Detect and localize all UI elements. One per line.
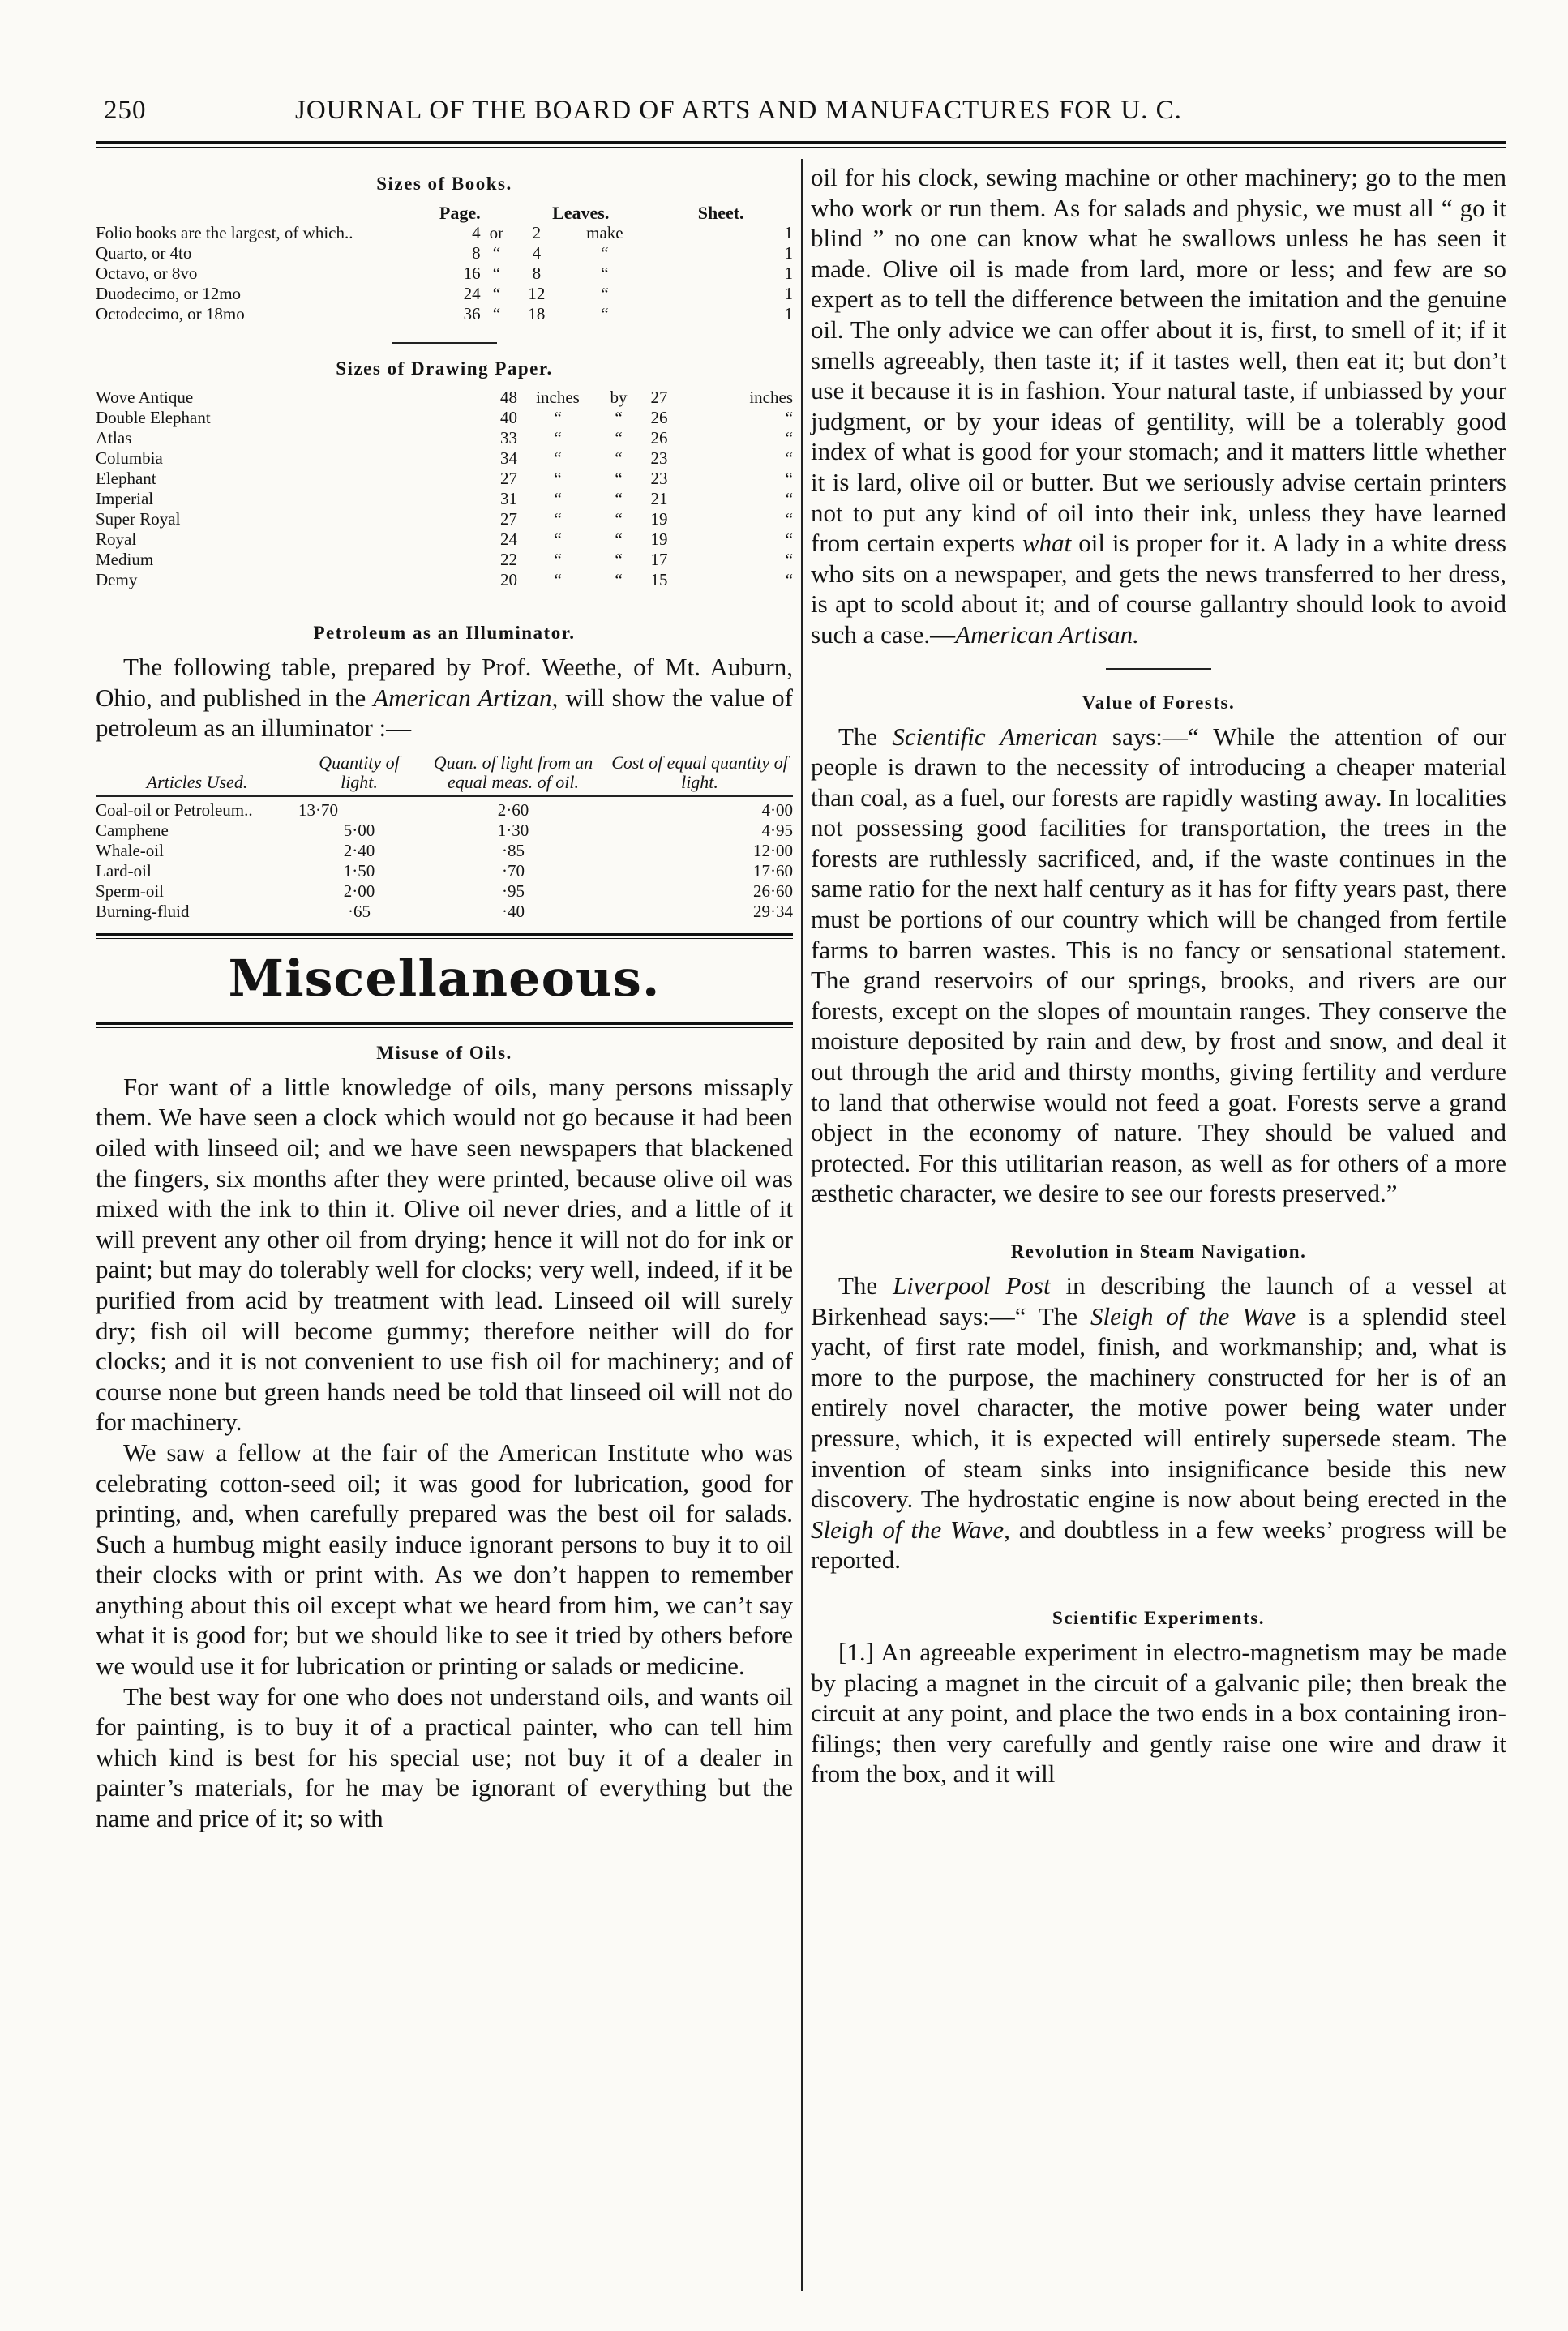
col-leaves: Leaves. <box>552 203 610 223</box>
table-row: Double Elephant 40 “ “ 26 “ <box>96 408 793 427</box>
experiments-heading: Scientific Experiments. <box>1052 1607 1265 1628</box>
col-sheet: Sheet. <box>697 203 744 223</box>
col-quan: Quan. of light from an equal meas. of oil. <box>433 752 593 792</box>
books-heading: Sizes of Books. <box>376 174 512 194</box>
petroleum-intro: The following table, prepared by Prof. Weethe, of Mt. Auburn, Ohio, and published in the American Artizan, will show the value of petroleum as an illuminator :— <box>96 653 793 743</box>
col-articles: Articles Used. <box>146 771 248 792</box>
right-column <box>811 162 1506 1789</box>
steam-article: The Liverpool Post in describing the launch of a vessel at Birkenhead says:—“ The Sleigh of the Wave is a splendid steel yacht, of first rate model, finish, and workmanship; and, what is more to the purpose, the machinery constructed for her is of an entirely novel character, the motive power being water under pressure, which, it is expected will entirely supersede steam. The invention of steam sinks into insignificance beside this new discovery. The hydrostatic engine is now about being erected in the Sleigh of the Wave, and doubtless in a few weeks’ progress will be reported. <box>811 1271 1506 1575</box>
table-row: Octavo, or 8vo 16 “ 8 “ 1 <box>96 264 793 283</box>
journal-title: JOURNAL OF THE BOARD OF ARTS AND MANUFACTURES FOR U. C. <box>295 96 1182 125</box>
col-quantity: Quantity of light. <box>319 752 400 792</box>
table-row: Quarto, or 4to 8 “ 4 “ 1 <box>96 243 793 263</box>
left-column <box>96 162 793 1834</box>
table-row: Elephant 27 “ “ 23 “ <box>96 469 793 488</box>
section-rule <box>392 342 497 344</box>
table-row: Columbia 34 “ “ 23 “ <box>96 448 793 468</box>
table-row: Coal-oil or Petroleum.. 13·70 2·60 4·00 <box>96 799 793 820</box>
paper-heading: Sizes of Drawing Paper. <box>336 358 553 379</box>
table-row: Sperm-oil 2·00 ·95 26·60 <box>96 881 793 901</box>
table-row: Atlas 33 “ “ 26 “ <box>96 428 793 448</box>
books-table <box>96 203 793 324</box>
table-row: Camphene 5·00 1·30 4·95 <box>96 820 793 840</box>
table-rule <box>96 795 793 797</box>
table-row: Wove Antique 48 inches by 27 inches <box>96 388 793 407</box>
page-number: 250 <box>104 96 147 125</box>
miscellaneous-title: Miscellaneous. <box>228 948 661 1008</box>
table-row: Medium 22 “ “ 17 “ <box>96 550 793 569</box>
experiments-article: [1.] An agreeable experiment in electro-magnetism may be made by placing a magnet in the circuit of a galvanic pile; then break the circuit at any point, and place the two ends in a box containing iron-filings; then very carefully and gently raise one wire and draw it from the box, and it will <box>811 1637 1506 1789</box>
oils-article-continued: oil for his clock, sewing machine or other machinery; go to the men who work or run them. As for salads and physic, we must all “ go it blind ” no one can know what he swallows unless he has seen it made. Olive oil is made from lard, more or less; and few are so expert as to tell the difference between the imitation and the genuine oil. The only advice we can offer about it is, first, to smell of it; if it smells agreeably, then taste it; if it tastes well, then eat it; but don’t use it because it is in fashion. Your natural taste, if unbiassed by your judgment, or by your ideas of gentility, will be a tolerably good index of what is good for your stomach; and it matters little whether it is lard, olive oil or butter. But we seriously advise certain printers not to put any kind of oil into their ink, unless they have learned from certain experts what oil is proper for it. A lady in a white dress who sits on a newspaper, and gets the news transferred to her dress, is apt to scold about it; and of course gallantry should look to avoid such a case.—American Artisan. <box>811 163 1506 649</box>
table-row: Royal 24 “ “ 19 “ <box>96 529 793 549</box>
table-row: Whale-oil 2·40 ·85 12·00 <box>96 840 793 860</box>
petroleum-heading: Petroleum as an Illuminator. <box>313 623 576 643</box>
column-divider <box>801 159 803 2291</box>
table-row: Imperial 31 “ “ 21 “ <box>96 489 793 508</box>
petroleum-table <box>96 753 793 922</box>
table-row: Duodecimo, or 12mo 24 “ 12 “ 1 <box>96 284 793 303</box>
paper-table <box>96 388 793 590</box>
forests-article: The Scientific American says:—“ While the attention of our people is drawn to the necessity of introducing a cheaper material than coal, as a fuel, our forests are rapidly wasting away. In localities not possessing good facilities for transportation, the trees in the forests are ruthlessly sacrificed, and, if the waste continues in the same ratio for the next half century as it has for fifty years past, there must be portions of our country which will be changed from fertile farms to barren wastes. This is no fancy or sensational statement. The grand reservoirs of our springs, brooks, and rivers are our forests, except on the slopes of mountain ranges. They conserve the moisture deposited by rain and dew, by frost and snow, and deal it out through the arid and thirsty months, giving fertility and verdure to land that otherwise would not feed a goat. Forests serve a grand object in the economy of nature. They should be valued and protected. For this utilitarian reason, as well as for others of a more æsthetic character, we desire to see our forests preserved.” <box>811 722 1506 1208</box>
table-row: Super Royal 27 “ “ 19 “ <box>96 509 793 529</box>
table-row: Octodecimo, or 18mo 36 “ 18 “ 1 <box>96 304 793 324</box>
steam-heading: Revolution in Steam Navigation. <box>1010 1241 1307 1262</box>
oils-heading: Misuse of Oils. <box>376 1042 512 1063</box>
col-page: Page. <box>439 203 481 223</box>
col-cost: Cost of equal quantity of light. <box>611 752 788 792</box>
oils-article: For want of a little knowledge of oils, many persons missaply them. We have seen a clock which would not go because it had been oiled with linseed oil; and we have seen newspapers that blackened the fingers, six months after they were printed, because olive oil was mixed with the ink to thin it. Olive oil never dries, and a little of it will prevent any other oil from drying; hence it will not do for ink or paint; but may do tolerably well for clocks; very well, indeed, if it be purified from acid by treatment with lead. Linseed oil will surely dry; fish oil will become gummy; therefore neither will do for clocks; and it is not convenient to use fish oil for machinery; and of course none but green hands need be told that linseed oil will not do for machinery. We saw a fellow at the fair of the American Institute who was celebrating cotton-seed oil; it was good for lubrication, good for printing, and, when carefully prepared was the best oil for salads. Such a humbug might easily induce ignorant persons to buy it to oil their clocks with or print with. As we don’t happen to remember anything about this oil except what we heard from him, we can’t say what it is good for; but we should like to see it tried by others before we would use it for lubrication or printing or salads or medicine. The best way for one who does not understand oils, and wants oil for painting, is to buy it of a practical painter, who can tell him which kind is best for his special use; not buy it of a dealer in painter’s materials, for he may be ignorant of everything but the name and price of it; so with <box>96 1072 793 1833</box>
misc-rule-bottom <box>96 1022 793 1028</box>
petroleum-header-row <box>96 753 793 792</box>
header-rule <box>96 141 1506 148</box>
table-row: Burning-fluid ·65 ·40 29·34 <box>96 901 793 921</box>
misc-rule-top <box>96 933 793 939</box>
forests-heading: Value of Forests. <box>1082 692 1236 713</box>
section-rule <box>1106 668 1211 670</box>
table-row: Folio books are the largest, of which.. 4 or 2 make 1 <box>96 223 793 242</box>
books-header-row <box>96 203 793 223</box>
table-row: Lard-oil 1·50 ·70 17·60 <box>96 860 793 881</box>
table-row: Demy 20 “ “ 15 “ <box>96 570 793 589</box>
